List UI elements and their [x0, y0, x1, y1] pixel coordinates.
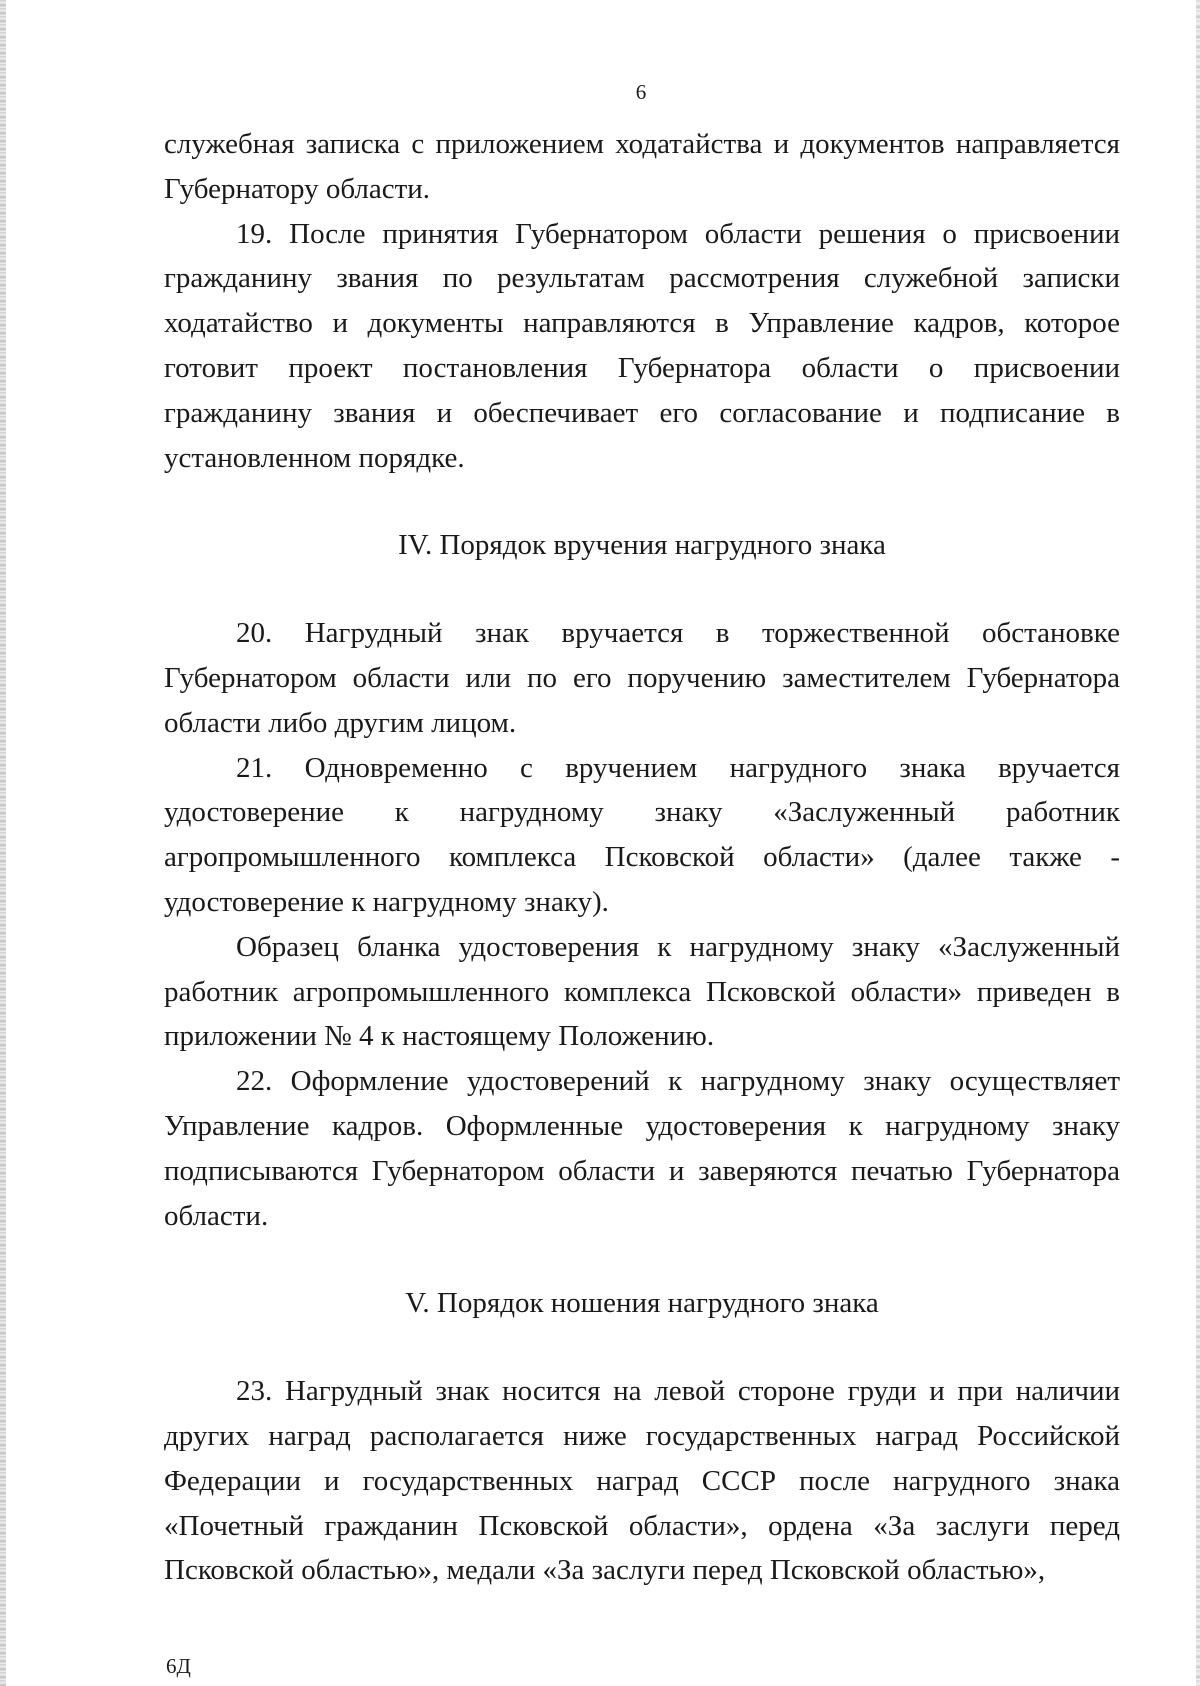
spacer — [164, 1238, 1120, 1281]
paragraph-20: 20. Нагрудный знак вручается в торжественной обстановке Губернатором области или по его поручению заместителем Губернатора области либо другим лицом. — [164, 617, 1120, 739]
section-heading-iv: IV. Порядок вручения нагрудного знака — [398, 529, 886, 562]
scan-edge-right — [1196, 0, 1200, 1686]
footer-document-code: 6Д — [166, 1654, 191, 1678]
paragraph-19: 19. После принятия Губернатором области решения о присвоении гражданину звания по результатам рассмотрения служебной записки ходатайство и документы направляются в Управление кадров, которое готовит проект постановления Губернатора области о присвоении гражданину звания и обеспечивает его согласование и подписание в установленном порядке. — [164, 217, 1120, 474]
page-number: 6 — [635, 80, 647, 104]
paragraph-21: 21. Одновременно с вручением нагрудного знака вручается удостоверение к нагрудному знаку «Заслуженный работник агропромышленного комплекса Псковской области» (далее также - удостоверение к нагрудному знаку). — [164, 751, 1120, 918]
scan-edge-left — [0, 0, 6, 1686]
paragraph-continuation: служебная записка с приложением ходатайства и документов направляется Губернатору области. — [164, 128, 1120, 205]
spacer — [164, 1326, 1120, 1369]
paragraph-22: 22. Оформление удостоверений к нагрудному знаку осуществляет Управление кадров. Оформленные удостоверения к нагрудному знаку подписываются Губернатором области и заверяются печатью Губернатора области. — [164, 1065, 1120, 1232]
section-heading-v: V. Порядок ношения нагрудного знака — [405, 1287, 879, 1320]
spacer — [164, 480, 1120, 523]
paragraph-23: 23. Нагрудный знак носится на левой стороне груди и при наличии других наград располагается ниже государственных наград Российской Федерации и государственных наград СССР после нагрудного знака «Почетный гражданин Псковской области», ордена «За заслуги перед Псковской областью», медали «За заслуги перед Псковской областью», — [164, 1375, 1120, 1587]
paragraph-21-sample: Образец бланка удостоверения к нагрудному знаку «Заслуженный работник агропромышленного комплекса Псковской области» приведен в приложении № 4 к настоящему Положению. — [164, 930, 1120, 1053]
spacer — [164, 568, 1120, 611]
document-body — [164, 122, 1120, 1593]
